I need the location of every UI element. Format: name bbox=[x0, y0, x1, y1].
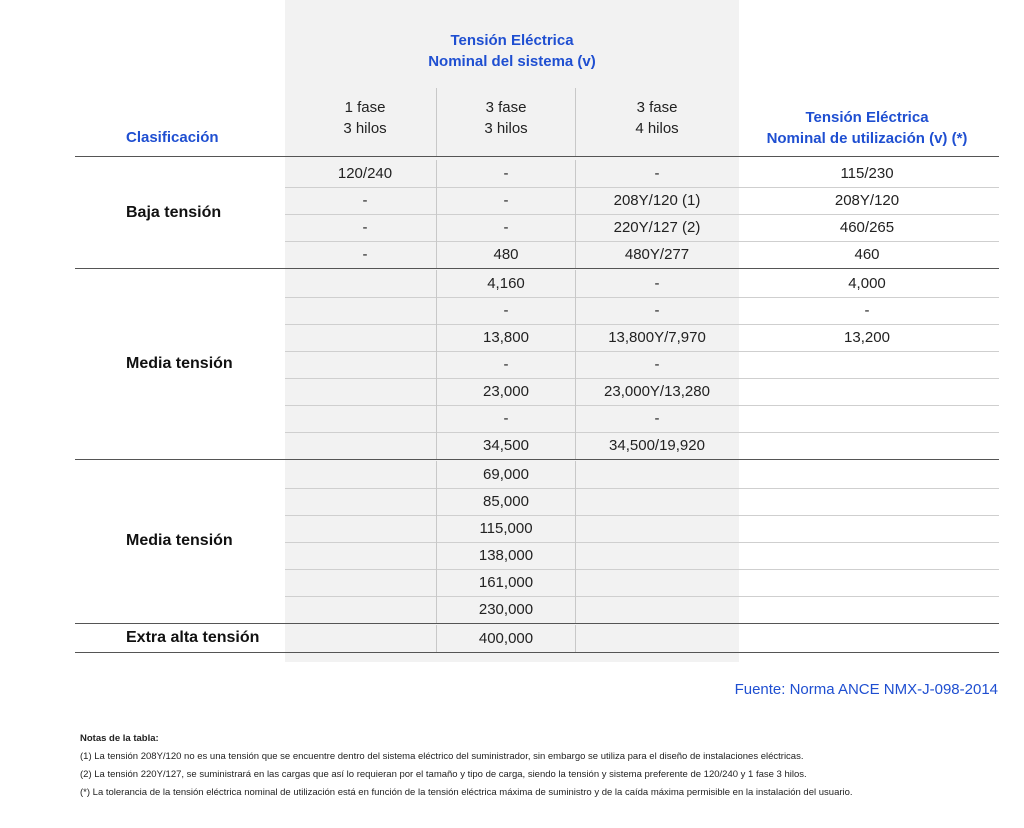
system-title-line1: Tensión Eléctrica bbox=[450, 32, 574, 49]
col1-line2: 3 hilos bbox=[343, 120, 387, 137]
row-divider bbox=[285, 351, 999, 352]
col1-line1: 1 fase bbox=[344, 99, 386, 116]
column-divider bbox=[436, 270, 437, 459]
table-cell: - bbox=[362, 246, 368, 263]
table-cell: 138,000 bbox=[478, 547, 534, 564]
column-divider bbox=[575, 270, 576, 459]
table-cell: 480Y/277 bbox=[624, 246, 690, 263]
row-divider bbox=[285, 569, 999, 570]
table-cell: - bbox=[503, 356, 509, 373]
table-cell: 13,800Y/7,970 bbox=[608, 329, 706, 346]
col-header-3f3h bbox=[437, 97, 575, 139]
table-cell: - bbox=[864, 302, 870, 319]
table-cell: 4,160 bbox=[487, 275, 525, 292]
table-cell: - bbox=[503, 192, 509, 209]
system-title-line2: Nominal del sistema (v) bbox=[428, 53, 596, 70]
row-divider bbox=[285, 596, 999, 597]
table-cell: 120/240 bbox=[337, 165, 393, 182]
column-divider bbox=[575, 625, 576, 652]
utilization-voltage-header bbox=[740, 107, 994, 149]
row-divider bbox=[285, 324, 999, 325]
group-label: Media tensión bbox=[126, 532, 233, 549]
group-divider bbox=[75, 623, 999, 624]
table-cell: 13,800 bbox=[483, 329, 529, 346]
header-col-divider bbox=[575, 88, 576, 156]
row-divider bbox=[285, 187, 999, 188]
row-divider bbox=[285, 432, 999, 433]
table-cell: 85,000 bbox=[483, 493, 529, 510]
table-cell: - bbox=[503, 302, 509, 319]
table-cell: 4,000 bbox=[848, 275, 886, 292]
row-divider bbox=[285, 405, 999, 406]
table-cell: - bbox=[654, 356, 660, 373]
table-cell: 34,500/19,920 bbox=[609, 437, 705, 454]
table-cell: - bbox=[362, 219, 368, 236]
table-cell: 400,000 bbox=[478, 630, 534, 647]
table-cell: 13,200 bbox=[844, 329, 890, 346]
row-divider bbox=[285, 214, 999, 215]
table-cell: 230,000 bbox=[478, 601, 534, 618]
col3-line2: 4 hilos bbox=[635, 120, 679, 137]
row-divider bbox=[285, 515, 999, 516]
table-cell: 115,000 bbox=[479, 520, 533, 537]
table-cell: - bbox=[654, 275, 660, 292]
table-cell: 115/230 bbox=[840, 165, 894, 182]
column-divider bbox=[575, 160, 576, 268]
table-cell: - bbox=[654, 410, 660, 427]
table-cell: 69,000 bbox=[483, 466, 529, 483]
group-label: Extra alta tensión bbox=[126, 628, 260, 646]
table-cell: 460 bbox=[854, 246, 880, 263]
column-divider bbox=[436, 461, 437, 623]
table-cell: 480 bbox=[493, 246, 519, 263]
column-divider bbox=[436, 160, 437, 268]
group-divider bbox=[75, 459, 999, 460]
row-divider bbox=[285, 378, 999, 379]
table-cell: - bbox=[503, 410, 509, 427]
table-cell: 161,000 bbox=[478, 574, 534, 591]
system-voltage-title bbox=[285, 30, 739, 72]
note-3: (*) La tolerancia de la tensión eléctrica nominal de utilización está en función de la tensión eléctrica máxima de suministro y de la caída máxima permisible en la instalación del usuario. bbox=[80, 787, 853, 798]
note-1: (1) La tensión 208Y/120 no es una tensión que se encuentre dentro del sistema eléctrico del suministrador, sin embargo se utiliza para el diseño de instalaciones eléctricas. bbox=[80, 751, 804, 762]
column-divider bbox=[575, 461, 576, 623]
col-header-1f3h bbox=[295, 97, 435, 139]
group-label: Media tensión bbox=[126, 354, 233, 372]
util-line2: Nominal de utilización (v) (*) bbox=[766, 130, 968, 147]
source-citation: Fuente: Norma ANCE NMX-J-098-2014 bbox=[734, 681, 998, 698]
table-cell: - bbox=[654, 165, 660, 182]
table-cell: 460/265 bbox=[839, 219, 895, 236]
table-cell: 23,000Y/13,280 bbox=[604, 383, 710, 400]
row-divider bbox=[285, 241, 999, 242]
note-2: (2) La tensión 220Y/127, se suministrará en las cargas que así lo requieran por el tamaño y tipo de carga, siendo la tensión y sistema preferente de 120/240 y 1 fase 3 hilos. bbox=[80, 769, 807, 780]
row-divider bbox=[285, 488, 999, 489]
group-divider bbox=[75, 652, 999, 653]
notes-title: Notas de la tabla: bbox=[80, 733, 159, 744]
col3-line1: 3 fase bbox=[636, 99, 678, 116]
row-divider bbox=[285, 297, 999, 298]
row-divider bbox=[285, 542, 999, 543]
col2-line2: 3 hilos bbox=[484, 120, 528, 137]
table-cell: - bbox=[654, 302, 660, 319]
group-label: Baja tensión bbox=[126, 204, 222, 221]
table-cell: - bbox=[503, 219, 509, 236]
table-cell: - bbox=[503, 165, 509, 182]
table-cell: 34,500 bbox=[483, 437, 529, 454]
table-cell: - bbox=[362, 192, 368, 209]
util-line1: Tensión Eléctrica bbox=[805, 109, 929, 126]
table-cell: 208Y/120 bbox=[834, 192, 900, 209]
header-bottom-rule bbox=[75, 156, 999, 157]
classification-header: Clasificación bbox=[126, 129, 219, 146]
header-col-divider bbox=[436, 88, 437, 156]
table-cell: 208Y/120 (1) bbox=[613, 192, 701, 209]
table-cell: 220Y/127 (2) bbox=[613, 219, 701, 236]
col2-line1: 3 fase bbox=[485, 99, 527, 116]
table-cell: 23,000 bbox=[483, 383, 529, 400]
group-divider bbox=[75, 268, 999, 269]
column-divider bbox=[436, 625, 437, 652]
col-header-3f4h bbox=[577, 97, 737, 139]
table-notes bbox=[80, 730, 1000, 802]
